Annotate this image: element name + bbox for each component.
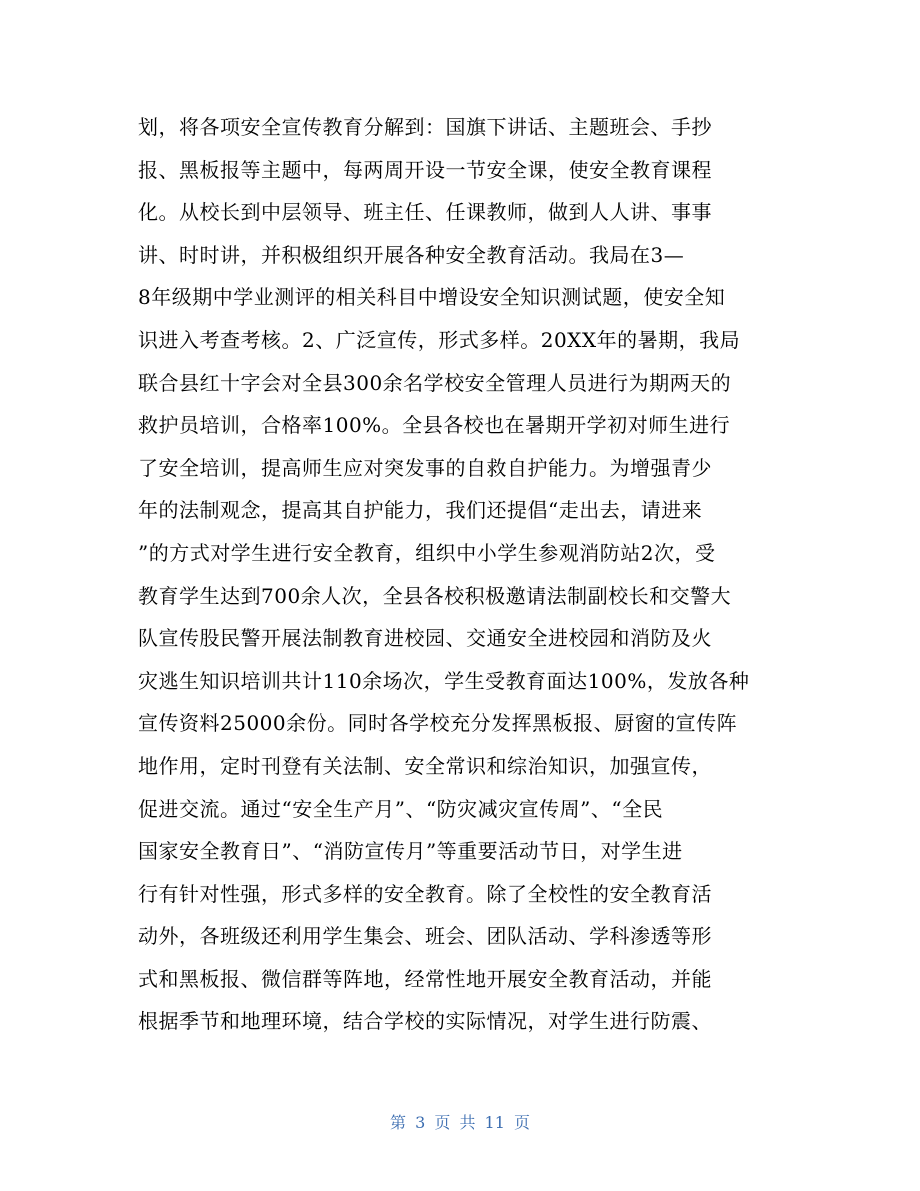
text-line-15: 宣传资料25000余份。同时各学校充分发挥黑板报、厨窗的宣传阵	[138, 711, 738, 736]
text-line-21: 式和黑板报、微信群等阵地，经常性地开展安全教育活动，并能	[138, 966, 712, 991]
text-line-3: 化。从校长到中层领导、班主任、任课教师，做到人人讲、事事	[138, 200, 712, 225]
text-line-20: 动外，各班级还利用学生集会、班会、团队活动、学科渗透等形	[138, 924, 712, 949]
text-line-22: 根据季节和地理环境，结合学校的实际情况，对学生进行防震、	[138, 1009, 712, 1034]
text-line-2: 报、黑板报等主题中，每两周开设一节安全课，使安全教育课程	[138, 157, 712, 182]
text-line-8: 救护员培训，合格率100%。全县各校也在暑期开学初对师生进行	[138, 413, 731, 438]
text-line-9: 了安全培训，提高师生应对突发事的自救自护能力。为增强青少	[138, 455, 712, 480]
text-line-12: 教育学生达到700余人次，全县各校积极邀请法制副校长和交警大	[138, 583, 732, 608]
text-line-1: 划，将各项安全宣传教育分解到：国旗下讲话、主题班会、手抄	[138, 115, 712, 139]
body-text	[138, 106, 778, 1043]
text-line-11: ”的方式对学生进行安全教育，组织中小学生参观消防站2次，受	[138, 540, 716, 565]
text-line-5: 8年级期中学业测评的相关科目中增设安全知识测试题，使安全知	[138, 285, 726, 310]
text-line-18: 国家安全教育日”、“消防宣传月”等重要活动节日，对学生进	[138, 839, 683, 864]
text-line-10: 年的法制观念，提高其自护能力，我们还提倡“走出去，请进来	[138, 498, 703, 523]
text-line-19: 行有针对性强，形式多样的安全教育。除了全校性的安全教育活	[138, 881, 712, 906]
page-number-footer: 第 3 页 共 11 页	[390, 1113, 530, 1132]
text-line-4: 讲、时时讲，并积极组织开展各种安全教育活动。我局在3—	[138, 242, 685, 267]
text-line-17: 促进交流。通过“安全生产月”、“防灾减灾宣传周”、“全民	[138, 796, 664, 821]
text-line-7: 联合县红十字会对全县300余名学校安全管理人员进行为期两天的	[138, 370, 732, 395]
text-line-6: 识进入考查考核。2、广泛宣传，形式多样。20XX年的暑期，我局	[138, 327, 741, 352]
text-line-16: 地作用，定时刊登有关法制、安全常识和综治知识，加强宣传，	[138, 753, 712, 778]
text-line-14: 灾逃生知识培训共计110余场次，学生受教育面达100%，发放各种	[138, 668, 750, 693]
text-line-13: 队宣传股民警开展法制教育进校园、交通安全进校园和消防及火	[138, 626, 712, 651]
